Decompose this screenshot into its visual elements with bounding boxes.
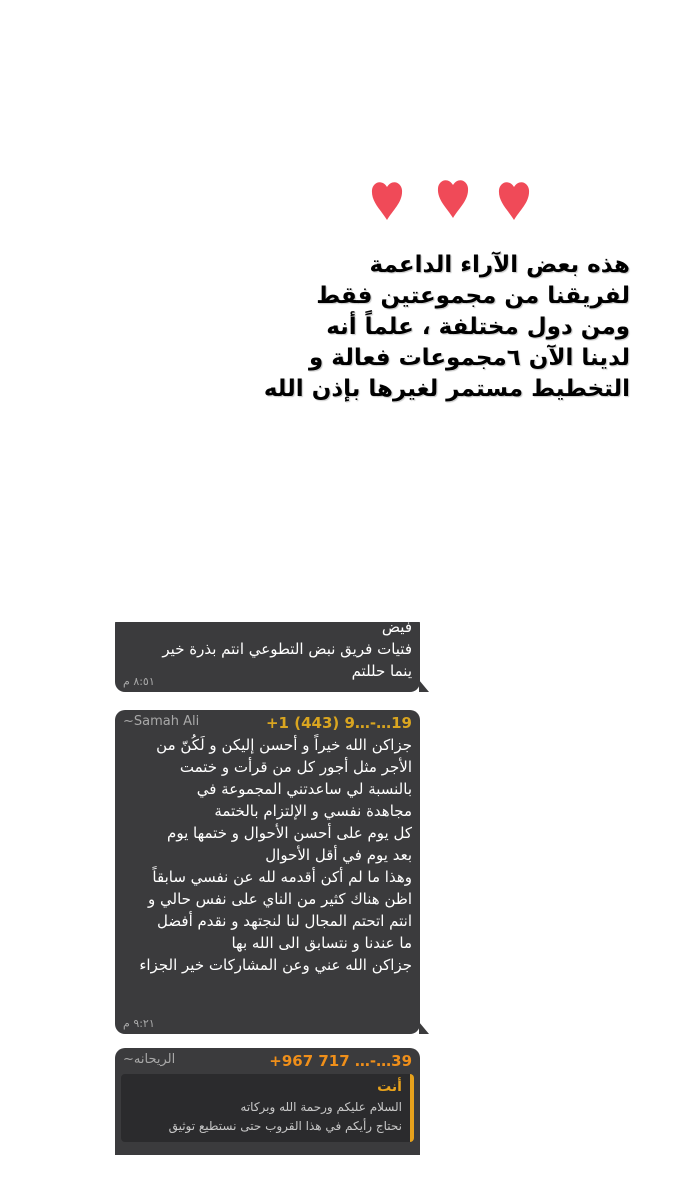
caption-line: ومن دول مختلفة ، علماً أنه — [326, 314, 630, 340]
bubble-tail — [419, 1022, 429, 1034]
sender-name: ~Samah Ali — [123, 714, 200, 729]
message-line: ينما حللتم — [351, 662, 412, 680]
message-line: جزاكن الله عني وعن المشاركات خير الجزاء — [139, 956, 412, 974]
message-line: بعد يوم في أقل الأحوال — [265, 846, 412, 864]
heart-icon — [436, 176, 470, 220]
heart-icon — [370, 178, 404, 222]
quote-line: نحتاج رأيكم في هذا القروب حتى نستطيع توثيق — [168, 1119, 402, 1133]
hearts-decoration — [360, 176, 540, 226]
bubble-tail — [419, 680, 429, 692]
message-line: اظن هناك كثير من الناي على نفس حالي و — [147, 890, 412, 908]
message-line: مجاهدة نفسي و الإلتزام بالختمة — [214, 802, 412, 820]
sender-row — [115, 710, 420, 732]
message-line: ما عندنا و نتسابق الى الله بها — [231, 934, 412, 952]
message-bubble[interactable] — [115, 1048, 420, 1155]
message-line: جزاكن الله خيراً و أحسن إليكن و لَكُنّ من — [156, 736, 412, 754]
chat-screenshot — [0, 622, 675, 1155]
caption-line: لفريقنا من مجموعتين فقط — [316, 283, 630, 309]
message-bubble[interactable] — [115, 710, 420, 1034]
sender-phone[interactable]: +967 717 …-…39 — [269, 1052, 412, 1070]
message-line: وهذا ما لم أكن أقدمه لله عن نفسي سابقاً — [152, 868, 412, 886]
message-line: الأجر مثل أجور كل من قرأت و ختمت — [179, 758, 412, 776]
sender-phone[interactable]: +1 (443) 9…-…19 — [265, 714, 412, 732]
message-time: ٨:٥١ م — [123, 675, 155, 688]
caption-line: هذه بعض الآراء الداعمة — [369, 252, 630, 278]
message-line: كل يوم على أحسن الأحوال و ختمها يوم — [167, 824, 412, 842]
caption-text — [263, 250, 630, 405]
caption-line: التخطيط مستمر لغيرها بإذن الله — [263, 376, 630, 402]
message-bubble[interactable] — [115, 622, 420, 692]
message-time: ٩:٢١ م — [123, 1017, 155, 1030]
message-line: فيض — [381, 622, 412, 636]
message-line: بالنسبة لي ساعدتني المجموعة في — [196, 780, 412, 798]
heart-icon — [497, 178, 531, 222]
message-line: انتم اتحتم المجال لنا لنجتهد و نقدم أفضل — [157, 912, 412, 930]
quote-author: أنت — [377, 1079, 402, 1095]
quoted-message[interactable] — [121, 1074, 414, 1142]
sender-name: ~الريحانه — [123, 1052, 176, 1067]
caption-line: لدينا الآن ٦مجموعات فعالة و — [309, 345, 630, 371]
sender-row — [115, 1048, 420, 1070]
message-line: فتيات فريق نبض التطوعي انتم بذرة خير — [162, 640, 412, 658]
quote-line: السلام عليكم ورحمة الله وبركاته — [240, 1100, 402, 1114]
